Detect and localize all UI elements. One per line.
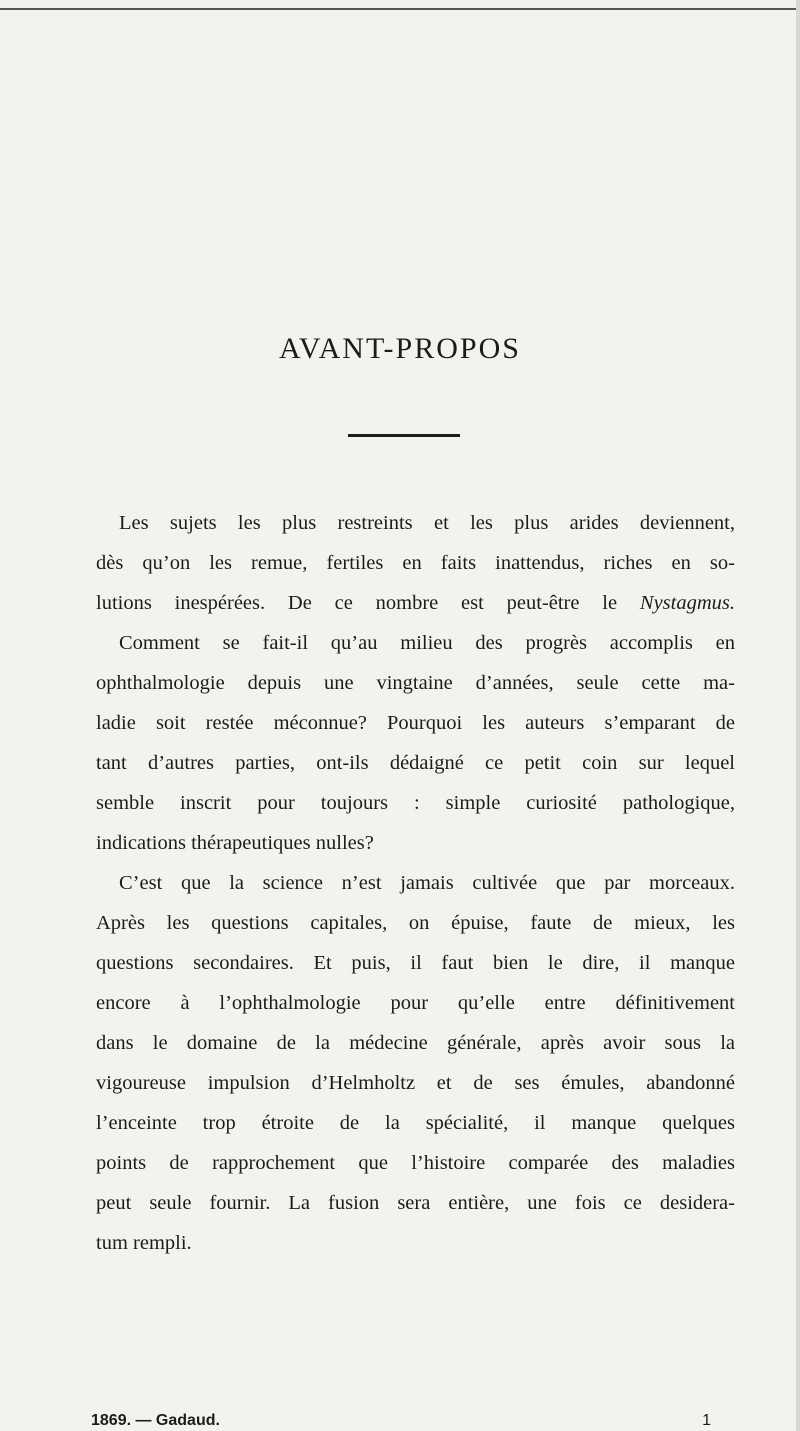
text-line: tum rempli. bbox=[96, 1232, 192, 1254]
text-line: ladie soit restée méconnue? Pourquoi les auteurs s’emparant de bbox=[96, 712, 735, 734]
text-line: dès qu’on les remue, fertiles en faits inattendus, riches en so- bbox=[96, 552, 735, 574]
text-line: indications thérapeutiques nulles? bbox=[96, 832, 374, 854]
text-line: l’enceinte trop étroite de la spécialité, il manque quelques bbox=[96, 1112, 735, 1134]
text-line: Les sujets les plus restreints et les plus arides deviennent, bbox=[119, 512, 735, 534]
text-line: tant d’autres parties, ont-ils dédaigné ce petit coin sur lequel bbox=[96, 752, 735, 774]
text-line: semble inscrit pour toujours : simple curiosité pathologique, bbox=[96, 792, 735, 814]
paragraph-1 bbox=[96, 503, 735, 863]
text-line: ophthalmologie depuis une vingtaine d’années, seule cette ma- bbox=[96, 672, 735, 694]
page-footer bbox=[91, 1412, 711, 1430]
footer-signature: 1869. — Gadaud. bbox=[91, 1412, 220, 1429]
sheet-number: 1 bbox=[702, 1412, 711, 1429]
text-line: dans le domaine de la médecine générale, après avoir sous la bbox=[96, 1032, 735, 1054]
italic-term: Nystagmus. bbox=[639, 592, 735, 614]
title-divider bbox=[348, 434, 460, 437]
text-line bbox=[96, 583, 735, 623]
page-edge bbox=[796, 0, 800, 1431]
text-line: points de rapprochement que l’histoire comparée des maladies bbox=[96, 1152, 735, 1174]
text-line: questions secondaires. Et puis, il faut bien le dire, il manque bbox=[96, 952, 735, 974]
paragraph-2 bbox=[96, 863, 735, 1263]
body-text bbox=[96, 503, 735, 1263]
page-title: AVANT-PROPOS bbox=[279, 332, 521, 365]
text-fragment: lutions inespérées. De ce nombre est peut-être le bbox=[96, 592, 640, 614]
text-line: C’est que la science n’est jamais cultivée que par morceaux. bbox=[119, 872, 735, 894]
text-line: peut seule fournir. La fusion sera entière, une fois ce desidera- bbox=[96, 1192, 735, 1214]
text-line: Comment se fait-il qu’au milieu des progrès accomplis en bbox=[119, 632, 735, 654]
text-line: encore à l’ophthalmologie pour qu’elle entre définitivement bbox=[96, 992, 735, 1014]
top-border-line bbox=[0, 8, 800, 10]
text-line: vigoureuse impulsion d’Helmholtz et de ses émules, abandonné bbox=[96, 1072, 735, 1094]
text-line: Après les questions capitales, on épuise, faute de mieux, les bbox=[96, 912, 735, 934]
